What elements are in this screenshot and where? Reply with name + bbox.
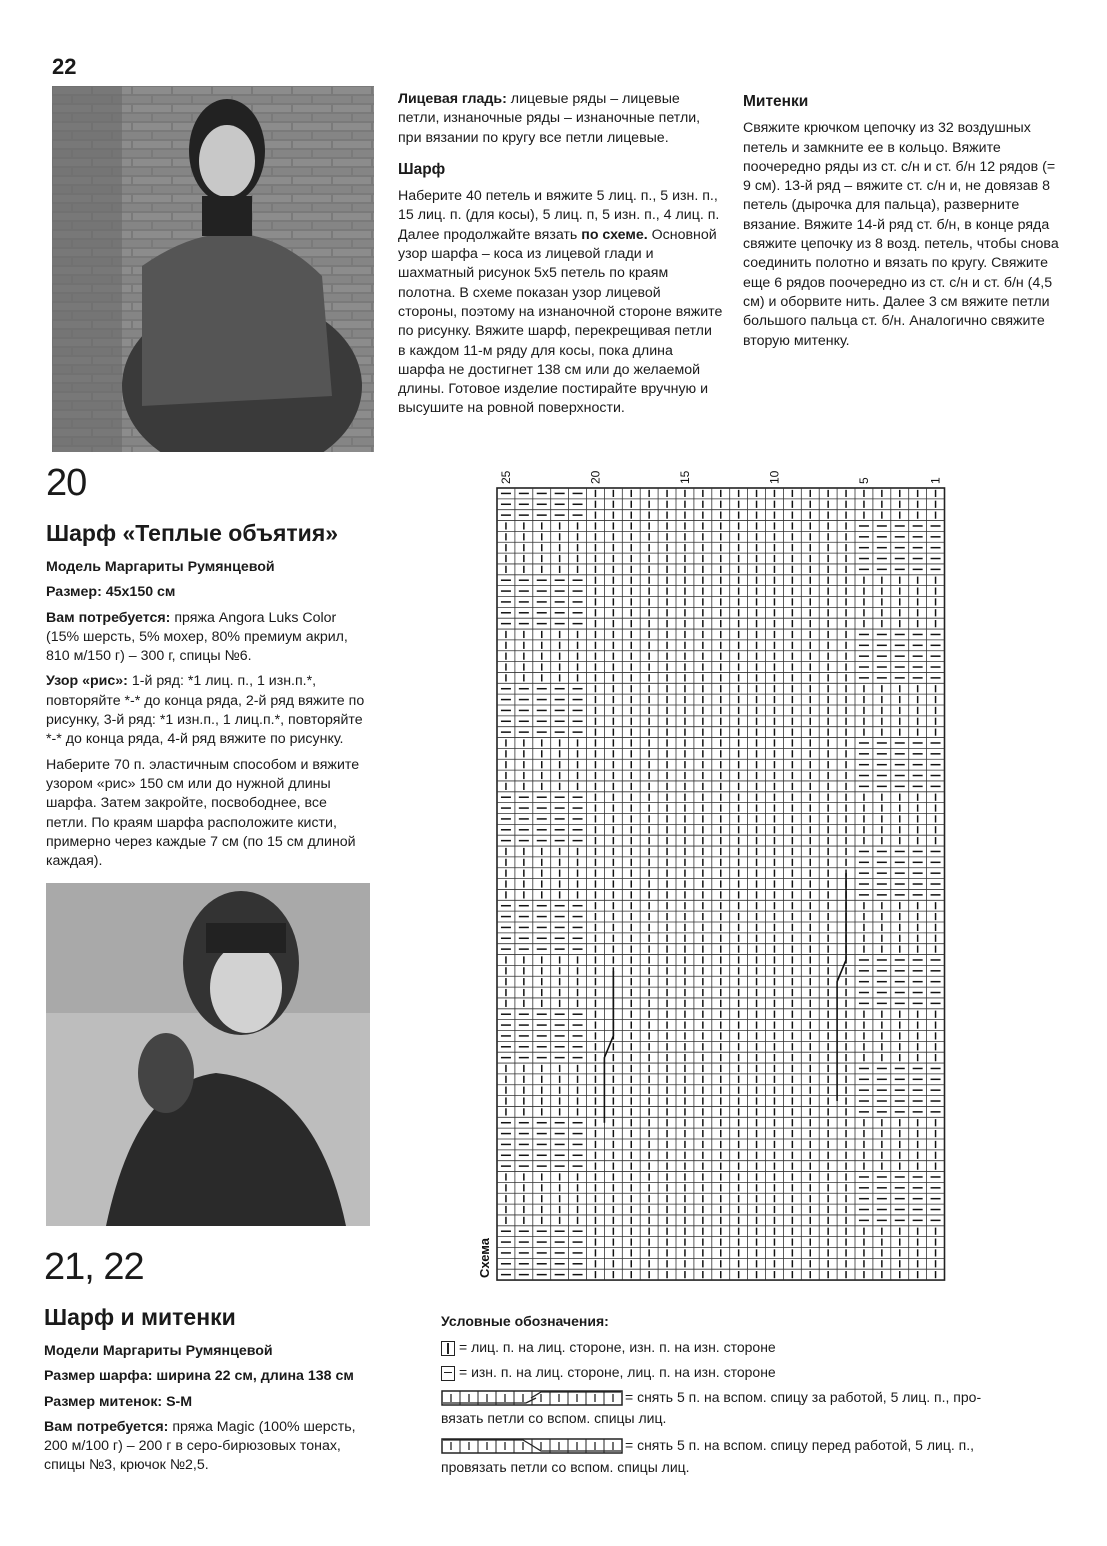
legend-knit-text: = лиц. п. на лиц. стороне, изн. п. на изн. стороне xyxy=(459,1339,776,1355)
legend-cable-front-text-2: провязать петли со вспом. спицы лиц. xyxy=(441,1459,690,1475)
legend-purl-text: = изн. п. на лиц. стороне, лиц. п. на изн. стороне xyxy=(459,1364,776,1380)
scarf-text-2: Основной узор шарфа – коса из лицевой глади и шахматный рисунок 5х5 петель по краям полотна. В схеме показан узор лицевой стороны, поэтому на изнаночной стороне вяжите по рисунку. Вяжите шарф, перекрещивая петли в каждом 11-м ряду для косы, пока длина шарфа не достигнет 138 см или до желаемой длины. Готовое изделие постирайте вручную и высушите на ровной поверхности. xyxy=(398,226,723,417)
photo-woman-mittens-illustration xyxy=(46,883,370,1226)
model-20-pattern-term: Узор «рис»: xyxy=(46,673,128,690)
legend-item-purl xyxy=(441,1363,776,1382)
photo-woman-scarf-illustration xyxy=(52,86,374,452)
knitting-chart xyxy=(470,462,960,1282)
model-20-needs-term: Вам потребуется: xyxy=(46,609,171,626)
model-20-pattern xyxy=(46,672,372,749)
model-21-mitt-size: Размер митенок: S-M xyxy=(44,1393,193,1410)
model-20-designer: Модель Маргариты Румянцевой xyxy=(46,559,275,575)
model-21-designer: Модели Маргариты Румянцевой xyxy=(44,1343,273,1359)
front-stitch-text: лицевые ряды – лицевые петли, изнаночные ряды – изнаночные петли, при вязании по кругу все петли лицевые. xyxy=(398,91,701,146)
scarf-text-1: Наберите 40 петель и вяжите 5 лиц. п., 5 изн. п., 15 лиц. п. (для косы), 5 лиц. п, 5 изн. п., 4 лиц. п. Далее продолжайте вязать xyxy=(398,188,720,243)
front-stitch-term: Лицевая гладь: xyxy=(398,91,507,107)
column-label: 1 xyxy=(928,477,943,484)
top-right-column xyxy=(743,92,1065,357)
chart-title: Схема xyxy=(477,1238,492,1279)
front-stitch-paragraph xyxy=(398,90,723,148)
column-label: 5 xyxy=(856,477,871,484)
model-21-text xyxy=(44,1342,370,1482)
model-21-needs xyxy=(44,1418,370,1476)
mittens-heading: Митенки xyxy=(743,93,809,110)
model-21-number: 21, 22 xyxy=(44,1246,144,1288)
model-20-needs xyxy=(46,609,372,667)
model-20-instructions: Наберите 70 п. эластичным способом и вяжите узором «рис» 150 см или до нужной длины шарфа. Затем закройте, посвободнее, все петли. По краям шарфа расположите кисти, примерно через каждые 7 см (по 15 см длиной каждая). xyxy=(46,756,360,870)
column-label: 15 xyxy=(677,470,692,484)
model-21-title: Шарф и митенки xyxy=(44,1304,236,1330)
column-label: 25 xyxy=(498,470,513,484)
cable-back-symbol-icon xyxy=(441,1390,623,1406)
model-21-scarf-size: Размер шарфа: ширина 22 см, длина 138 см xyxy=(44,1368,354,1385)
scarf-heading: Шарф xyxy=(398,160,446,178)
photo-woman-mittens xyxy=(46,883,370,1226)
mittens-text: Свяжите крючком цепочку из 32 воздушных петель и замкните ее в кольцо. Вяжите поочередно ряды из ст. с/н и ст. б/н 12 рядов (= 9 см). 13-й ряд – вяжите ст. с/н и, не довязав 8 петель (дырочка для пальца), разверните вязание. Вяжите 14-й ряд ст. б/н, в конце ряда свяжите цепочку из 8 возд. петель, чтобы снова соединить полотно и вязать по кругу. Свяжите еще 6 рядов поочередно из ст. с/н и ст. б/н (4,5 см) и оборвите нить. Далее 3 см вяжите петли большого пальца ст. б/н. Аналогично свяжите вторую митенку. xyxy=(743,120,1059,349)
page-number: 22 xyxy=(52,54,77,79)
legend-cable-back-text-2: вязать петли со вспом. спицы лиц. xyxy=(441,1410,667,1426)
model-20-title: Шарф «Теплые объятия» xyxy=(46,520,339,546)
model-20-pattern-text: 1-й ряд: *1 лиц. п., 1 изн.п.*, повторяйте *-* до конца ряда, 2-й ряд вяжите по рисунку, 3-й ряд: *1 изн.п., 1 лиц.п.*, повторяйте *-* до конца ряда, 4-й ряд вяжите по рисунку. xyxy=(46,673,365,748)
scarf-paragraph xyxy=(398,187,723,419)
legend-cable-back-text: = снять 5 п. на вспом. спицу за работой, 5 лиц. п., про- xyxy=(625,1389,982,1405)
knit-symbol-icon xyxy=(441,1341,455,1356)
legend-cable-front-text: = снять 5 п. на вспом. спицу перед работой, 5 лиц. п., xyxy=(625,1437,975,1453)
cable-front-symbol-icon xyxy=(441,1438,623,1454)
model-21-needs-text: пряжа Magic (100% шерсть, 200 м/100 г) – 200 г в серо-бирюзовых тонах, спицы №3, крючок №2,5. xyxy=(44,1418,356,1474)
purl-symbol-icon xyxy=(441,1366,455,1381)
model-20-text xyxy=(46,558,372,877)
legend-item-cable-front xyxy=(441,1436,974,1455)
column-label: 20 xyxy=(588,470,603,484)
model-20-number: 20 xyxy=(46,462,87,504)
legend-heading: Условные обозначения: xyxy=(441,1313,609,1329)
model-21-needs-term: Вам потребуется: xyxy=(44,1418,169,1435)
photo-woman-scarf xyxy=(52,86,374,452)
scarf-bold: по схеме. xyxy=(581,226,648,243)
top-middle-column xyxy=(398,90,723,425)
model-20-size: Размер: 45х150 см xyxy=(46,584,176,601)
legend-item-knit xyxy=(441,1338,776,1357)
column-label: 10 xyxy=(767,470,782,484)
legend xyxy=(441,1312,1001,1482)
legend-item-cable-back xyxy=(441,1388,981,1407)
model-20-needs-text: пряжа Angora Luks Color (15% шерсть, 5% мохер, 80% премиум акрил, 810 м/150 г) – 300 г, спицы №6. xyxy=(46,609,348,665)
